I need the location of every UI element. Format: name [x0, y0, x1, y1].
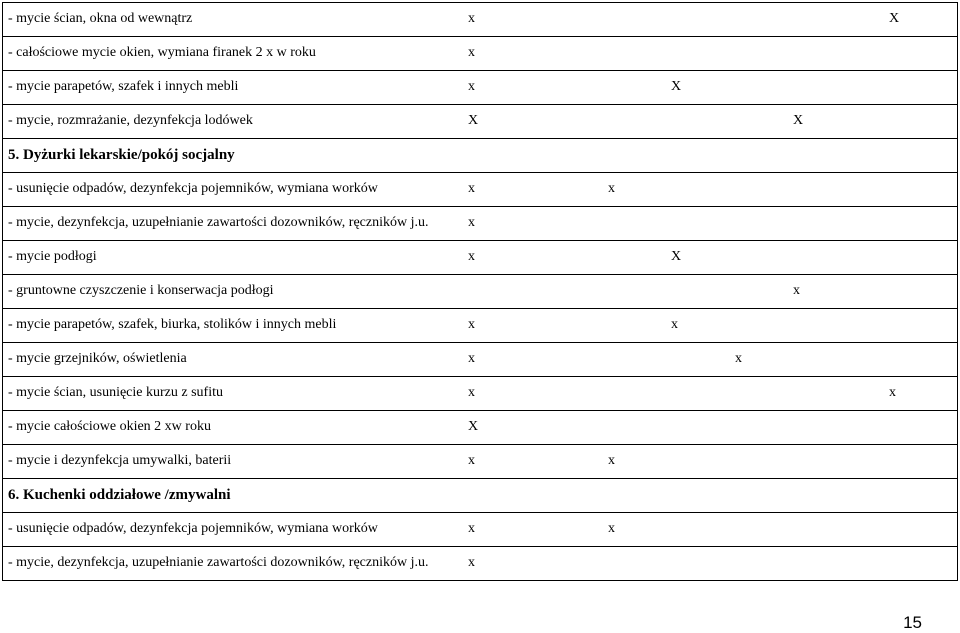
- table-row: [3, 377, 958, 411]
- row-cell: [3, 377, 958, 411]
- frequency-mark: x: [735, 351, 742, 366]
- row-cell: [3, 513, 958, 547]
- table-row: [3, 547, 958, 581]
- row-content: [3, 343, 957, 376]
- row-cell: [3, 105, 958, 139]
- row-content: [3, 309, 957, 342]
- task-description: - usunięcie odpadów, dezynfekcja pojemników, wymiana worków: [8, 181, 378, 196]
- frequency-mark: x: [468, 317, 475, 332]
- table-row: [3, 343, 958, 377]
- frequency-mark: x: [468, 385, 475, 400]
- table-row: [3, 3, 958, 37]
- row-cell: [3, 547, 958, 581]
- task-description: - usunięcie odpadów, dezynfekcja pojemników, wymiana worków: [8, 521, 378, 536]
- row-content: [3, 479, 957, 512]
- table-row: [3, 71, 958, 105]
- row-cell: [3, 275, 958, 309]
- table-row: [3, 105, 958, 139]
- frequency-mark: X: [889, 11, 900, 26]
- frequency-mark: x: [889, 385, 896, 400]
- task-description: - mycie parapetów, szafek, biurka, stolików i innych mebli: [8, 317, 337, 332]
- row-cell: [3, 343, 958, 377]
- frequency-mark: x: [468, 521, 475, 536]
- row-cell: [3, 139, 958, 173]
- row-content: [3, 275, 957, 308]
- table-row: [3, 173, 958, 207]
- row-cell: [3, 445, 958, 479]
- task-description: - mycie, rozmrażanie, dezynfekcja lodówek: [8, 113, 253, 128]
- row-cell: [3, 479, 958, 513]
- frequency-mark: x: [608, 453, 615, 468]
- row-content: [3, 71, 957, 104]
- table-row: [3, 207, 958, 241]
- row-content: [3, 37, 957, 70]
- frequency-mark: x: [468, 249, 475, 264]
- row-content: [3, 377, 957, 410]
- task-description: - mycie ścian, okna od wewnątrz: [8, 11, 193, 26]
- cleaning-schedule-table: [2, 2, 958, 581]
- task-description: - mycie, dezynfekcja, uzupełnianie zawartości dozowników, ręczników j.u.: [8, 215, 429, 230]
- section-heading-row: [3, 479, 958, 513]
- frequency-mark: x: [468, 181, 475, 196]
- frequency-mark: x: [468, 555, 475, 570]
- frequency-mark: X: [468, 419, 479, 434]
- row-content: [3, 445, 957, 478]
- task-description: - gruntowne czyszczenie i konserwacja podłogi: [8, 283, 274, 298]
- task-description: - mycie, dezynfekcja, uzupełnianie zawartości dozowników, ręczników j.u.: [8, 555, 429, 570]
- table-row: [3, 445, 958, 479]
- table-row: [3, 275, 958, 309]
- row-content: [3, 241, 957, 274]
- row-cell: [3, 411, 958, 445]
- row-content: [3, 411, 957, 444]
- table-row: [3, 241, 958, 275]
- task-description: - mycie i dezynfekcja umywalki, baterii: [8, 453, 232, 468]
- frequency-mark: X: [468, 113, 479, 128]
- table-body: [3, 3, 958, 581]
- frequency-mark: X: [793, 113, 804, 128]
- task-description: - mycie całościowe okien 2 xw roku: [8, 419, 211, 434]
- section-heading: 5. Dyżurki lekarskie/pokój socjalny: [8, 147, 235, 163]
- frequency-mark: x: [468, 215, 475, 230]
- section-heading: 6. Kuchenki oddziałowe /zmywalni: [8, 487, 231, 503]
- task-description: - mycie parapetów, szafek i innych mebli: [8, 79, 239, 94]
- task-description: - mycie ścian, usunięcie kurzu z sufitu: [8, 385, 223, 400]
- frequency-mark: x: [468, 351, 475, 366]
- frequency-mark: x: [468, 453, 475, 468]
- task-description: - mycie podłogi: [8, 249, 97, 264]
- row-cell: [3, 71, 958, 105]
- page-number: 15: [903, 613, 922, 632]
- row-cell: [3, 207, 958, 241]
- row-content: [3, 207, 957, 240]
- frequency-mark: x: [793, 283, 800, 298]
- row-content: [3, 513, 957, 546]
- frequency-mark: x: [468, 79, 475, 94]
- table-row: [3, 513, 958, 547]
- table-row: [3, 309, 958, 343]
- row-cell: [3, 3, 958, 37]
- row-content: [3, 139, 957, 172]
- frequency-mark: x: [468, 45, 475, 60]
- row-cell: [3, 241, 958, 275]
- row-cell: [3, 37, 958, 71]
- frequency-mark: x: [468, 11, 475, 26]
- table-row: [3, 37, 958, 71]
- row-cell: [3, 309, 958, 343]
- task-description: - całościowe mycie okien, wymiana firanek 2 x w roku: [8, 45, 316, 60]
- frequency-mark: X: [671, 79, 682, 94]
- section-heading-row: [3, 139, 958, 173]
- row-content: [3, 3, 957, 36]
- row-cell: [3, 173, 958, 207]
- frequency-mark: X: [671, 249, 682, 264]
- row-content: [3, 105, 957, 138]
- row-content: [3, 547, 957, 580]
- task-description: - mycie grzejników, oświetlenia: [8, 351, 187, 366]
- frequency-mark: x: [608, 181, 615, 196]
- frequency-mark: x: [608, 521, 615, 536]
- table-row: [3, 411, 958, 445]
- frequency-mark: x: [671, 317, 678, 332]
- row-content: [3, 173, 957, 206]
